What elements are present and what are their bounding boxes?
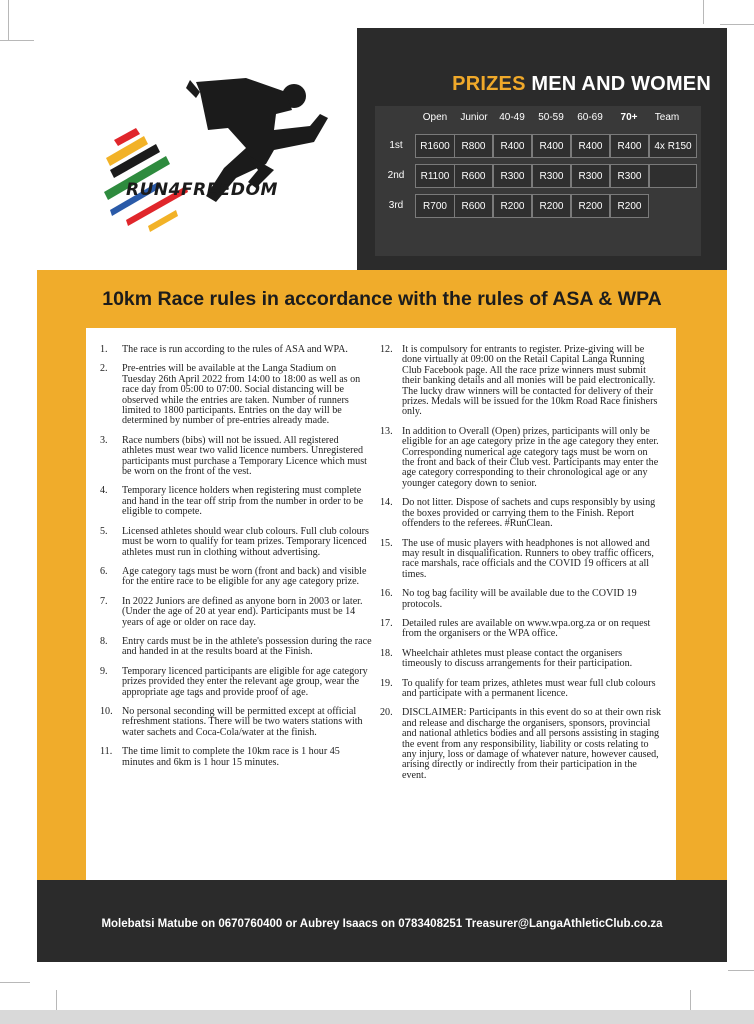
prize-cell: 4x R150 [649,134,697,158]
prizes-title-rest: MEN AND WOMEN [525,73,711,95]
prize-header-70plus: 70+ [620,112,638,123]
rule-item [100,747,372,768]
prize-cell: R800 [454,134,493,158]
rule-text: It is compulsory for entrants to register. Prize-giving will be done virtually at 09:00 on the Retail Capital Langa Running Club Facebook page. All the race prize winners must submit their banking details and all monies will be paid electronically. The lucky draw winners will be contacted for delivery of their prizes. Medals will be issued for the 10km Road Race finishers only. [402,344,658,418]
page-bottom-edge [0,1010,754,1024]
rule-item [380,708,662,781]
rule-item [100,597,372,628]
rule-number: 6. [100,565,108,577]
rule-item [100,436,372,478]
prize-cell: R200 [493,194,532,218]
rule-item [100,364,372,426]
prize-row-label: 1st [389,140,403,151]
prize-header-team: Team [654,112,680,123]
prize-header-40-49: 40-49 [499,112,525,123]
rule-item [100,707,372,738]
prize-cell: R200 [571,194,610,218]
rule-text: Temporary licenced participants are eligible for age category prizes provided they enter the relevant age group, wear the appropriate age tags and provide proof of age. [122,665,368,698]
prize-cell: R300 [571,164,610,188]
rule-item [380,619,662,640]
rule-item [380,498,662,529]
rule-text: Do not litter. Dispose of sachets and cups responsibly by using the boxes provided or carrying them to the Finish. Report offenders to the referees. #RunClean. [402,497,656,530]
rule-text: The use of music players with headphones is not allowed and may result in disqualification. Runners to obey traffic officers, race marshals, race officials and the COVID 19 officers at all times. [402,537,654,580]
rule-number: 19. [380,677,393,689]
rule-number: 16. [380,588,393,600]
rule-item [100,486,372,517]
rule-number: 4. [100,485,108,497]
rule-item [100,567,372,588]
contact-text: Molebatsi Matube on 0670760400 or Aubrey Isaacs on 0783408251 Treasurer@LangaAthleticClub.co.za [101,918,663,930]
rule-text: Entry cards must be in the athlete's possession during the race and handed in at the results board at the Finish. [122,635,372,658]
crop-mark [720,24,754,25]
prize-cell: R1100 [415,164,455,188]
rule-item [380,589,662,610]
rule-item [380,649,662,670]
prize-cell: R400 [493,134,532,158]
prize-cell: R400 [532,134,571,158]
prize-cell: R1600 [415,134,455,158]
rule-number: 14. [380,497,393,509]
rule-text: Detailed rules are available on www.wpa.org.za or on request from the organisers or the WPA office. [402,617,651,640]
rule-text: DISCLAIMER: Participants in this event do so at their own risk and release and discharge the organisers, sponsors, provincial and national athletics bodies and all persons assisting in staging the event from any responsibility, liability or costs relating to any injury, loss or damage of whatever nature, however caused, arising directly or indirectly from their participation in the event. [402,707,662,781]
logo-text: RUN4FREEDOM [126,180,278,200]
rule-number: 5. [100,525,108,537]
rule-number: 15. [380,537,393,549]
rule-number: 12. [380,344,393,355]
rule-item [100,667,372,698]
rule-number: 17. [380,617,393,629]
crop-mark [0,982,30,983]
rule-text: Age category tags must be worn (front and back) and visible for the entire race to be eligible for any age category prize. [122,565,367,588]
rules-column-left [100,345,372,777]
prize-cell: R400 [610,134,649,158]
prize-header-junior: Junior [460,112,488,123]
prize-cell: R600 [454,164,493,188]
prize-header-50-59: 50-59 [538,112,564,123]
rules-column-right [380,345,662,790]
prize-cell: R300 [493,164,532,188]
rule-text: Temporary licence holders when registering must complete and hand in the tear off strip from the number in order to be eligible to compete. [122,485,364,518]
rule-text: Pre-entries will be available at the Langa Stadium on Tuesday 26th April 2022 from 14:00 to 18:00 as well as on race day from 05:00 to 07:00. Social distancing will be observed while the entries are taken. Number of runners limited to 1800 participants. Entries on the day will be determined by number of pre-entries already made. [122,363,361,427]
contact-footer [37,880,727,962]
rule-text: In addition to Overall (Open) prizes, participants will only be eligible for an age category prize in the age category they enter. Corresponding numerical age category tags must be worn on the front and back of their Club vest. Participants may enter the age category corresponding to their chronological age or any younger category down to senior. [402,425,659,489]
rule-number: 3. [100,434,108,446]
rule-text: To qualify for team prizes, athletes must wear full club colours and participate with a permanent licence. [402,677,656,699]
rule-text: The race is run according to the rules of ASA and WPA. [122,344,348,355]
rule-number: 7. [100,595,108,607]
crop-mark [0,40,34,41]
rule-item [380,427,662,489]
rule-number: 13. [380,425,393,437]
rule-number: 11. [100,746,113,758]
rule-item [100,345,372,355]
prize-cell: R300 [532,164,571,188]
rule-number: 18. [380,647,393,659]
prize-row-label: 2nd [387,170,405,181]
rule-item [380,345,662,418]
crop-mark [703,0,704,24]
prize-cell: R300 [610,164,649,188]
rule-text: The time limit to complete the 10km race is 1 hour 45 minutes and 6km is 1 hour 15 minutes. [122,746,340,768]
rules-title: 10km Race rules in accordance with the rules of ASA & WPA [102,288,662,310]
prizes-title-accent: PRIZES [452,73,526,95]
rule-text: No personal seconding will be permitted except at official refreshment stations. There will be two waters stations with water sachets and Coca-Cola/water at the finish. [122,705,363,738]
rule-text: Licensed athletes should wear club colours. Full club colours must be worn to qualify for team prizes. Temporary licenced athletes must run in clothing without advertising. [122,525,369,558]
rule-number: 9. [100,665,108,677]
rule-item [100,637,372,658]
prize-header-60-69: 60-69 [577,112,603,123]
prize-row-label: 3rd [388,200,404,211]
crop-mark [8,0,9,40]
rule-item [380,539,662,581]
rule-text: Wheelchair athletes must please contact the organisers timeously to discuss arrangements for their participation. [402,647,633,670]
rule-text: No tog bag facility will be available due to the COVID 19 protocols. [402,588,637,610]
rule-text: In 2022 Juniors are defined as anyone born in 2003 or later. (Under the age of 20 at year end). Participants must be 14 years of age or older on race day. [122,595,363,628]
rule-text: Race numbers (bibs) will not be issued. All registered athletes must wear two valid licence numbers. Unregistered participants must purchase a Temporary Licence which must be worn on the front of the vest. [122,434,367,478]
prizes-title [357,73,711,96]
prizes-panel [357,28,727,270]
prize-cell-empty [649,164,697,188]
rule-number: 2. [100,363,108,375]
rule-item [100,527,372,558]
prize-cell: R400 [571,134,610,158]
prize-cell: R600 [454,194,493,218]
prize-cell: R200 [532,194,571,218]
run4freedom-logo [96,70,336,250]
rule-number: 8. [100,635,108,647]
rule-number: 1. [100,344,108,355]
rule-item [380,679,662,700]
prize-header-open: Open [422,112,448,123]
crop-mark [728,970,754,971]
prize-cell: R700 [415,194,455,218]
sprinter-icon [96,70,336,250]
rule-number: 20. [380,707,393,719]
prize-cell: R200 [610,194,649,218]
rule-number: 10. [100,705,113,717]
